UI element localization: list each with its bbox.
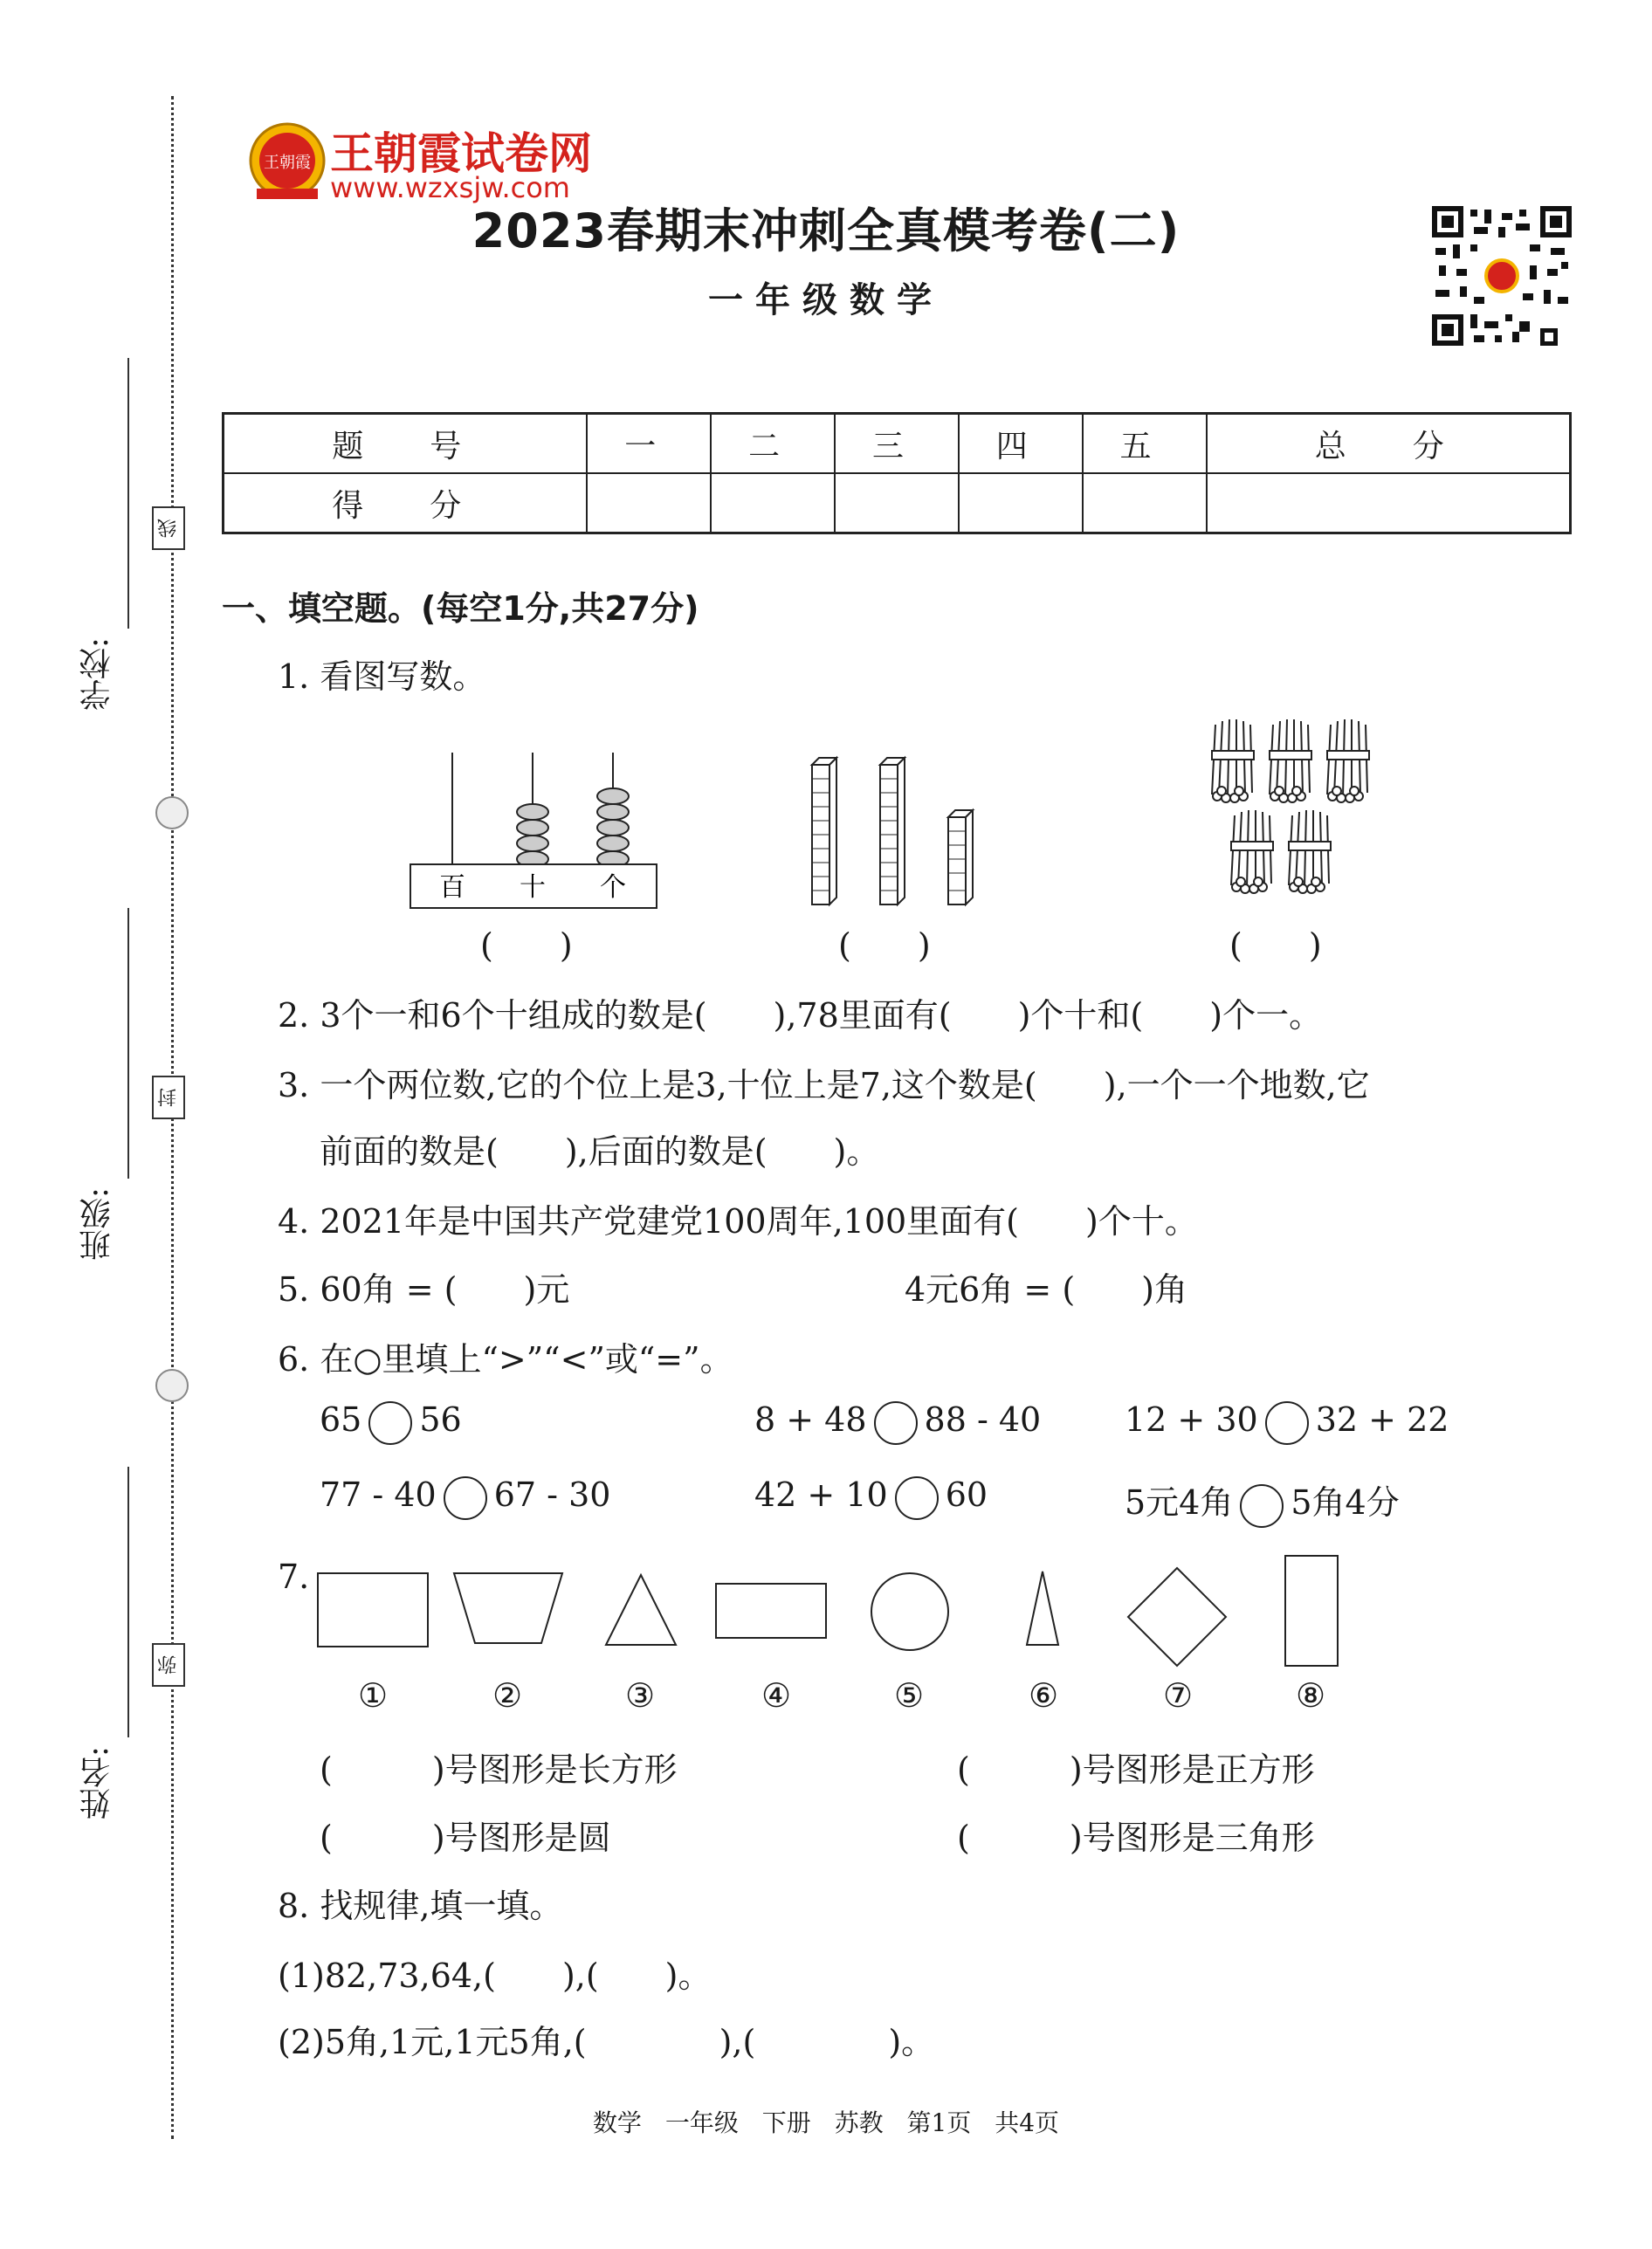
question-5a: 5. 60角 = ( )元 (278, 1270, 570, 1309)
compare-circle-blank[interactable] (895, 1476, 939, 1520)
question-3-line-2: 前面的数是( ),后面的数是( )。 (320, 1132, 880, 1171)
shape-label: ② (492, 1676, 523, 1715)
compare-circle-blank[interactable] (368, 1401, 412, 1445)
q1-answer-blank[interactable]: ( ) (838, 926, 931, 965)
page-footer: 数学 一年级 下册 苏教 第1页 共4页 (592, 2108, 1060, 2137)
school-underline (127, 358, 129, 629)
name-underline (127, 1467, 129, 1737)
compare-circle-blank[interactable] (874, 1401, 918, 1445)
section-1-heading: 一、填空题。(每空1分,共27分) (222, 589, 699, 628)
shape-label: ① (358, 1676, 389, 1715)
compare-circle-blank[interactable] (1265, 1401, 1309, 1445)
abacus-label: 个 (600, 872, 626, 903)
question-7-number: 7. (278, 1558, 310, 1596)
shape-2-trapezoid (454, 1573, 562, 1643)
seal-mark-xian: 线 (152, 506, 185, 550)
q1-answer-blank[interactable]: ( ) (480, 926, 573, 965)
score-table-cell: 题 号 (224, 414, 588, 474)
class-underline (127, 908, 129, 1179)
shape-4-rectangle (716, 1584, 826, 1638)
question-7b: ( )号图形是正方形 (957, 1750, 1315, 1789)
shape-label: ⑧ (1296, 1676, 1326, 1715)
shape-3-triangle (606, 1575, 676, 1645)
compare-item: 5元4角 5角4分 (1125, 1475, 1400, 1528)
question-2: 2. 3个一和6个十组成的数是( ),78里面有( )个十和( )个一。 (278, 996, 1323, 1035)
score-table-cell: 得 分 (224, 473, 588, 533)
class-label: 班级: (79, 1187, 115, 1262)
shape-label: ④ (761, 1676, 792, 1715)
seal-mark-mi: 弥 (152, 1643, 185, 1687)
abacus-figure (407, 753, 669, 911)
shape-5-circle (871, 1573, 948, 1650)
question-5b: 4元6角 = ( )角 (905, 1270, 1188, 1309)
shape-label: ③ (625, 1676, 656, 1715)
score-input-cell[interactable] (835, 473, 959, 533)
score-table-cell: 三 (835, 414, 959, 474)
question-8-part-1: (1)82,73,64,( ),( )。 (278, 1957, 712, 1995)
score-table-cell: 一 (587, 414, 711, 474)
brand-seal-text: 王朝霞 (264, 154, 311, 172)
shape-7-square (1128, 1568, 1226, 1666)
seal-mark-feng: 封 (152, 1076, 185, 1119)
exam-title: 2023春期末冲刺全真模考卷(二) (472, 203, 1180, 258)
compare-circle-blank[interactable] (1240, 1484, 1284, 1528)
stick-bundles-figure (1208, 718, 1383, 910)
question-6-text: 6. 在○里填上“>”“<”或“=”。 (278, 1340, 733, 1379)
brand-name: 王朝霞试卷网 (330, 128, 592, 179)
seal-logo-icon (155, 1369, 189, 1402)
compare-circle-blank[interactable] (444, 1476, 487, 1520)
score-input-cell[interactable] (587, 473, 711, 533)
q1-answer-blank[interactable]: ( ) (1229, 926, 1322, 965)
question-7c: ( )号图形是圆 (320, 1819, 611, 1857)
score-table-header-row (224, 414, 1571, 474)
question-8-text: 8. 找规律,填一填。 (278, 1887, 563, 1925)
name-label: 姓名: (79, 1746, 115, 1820)
compare-item: 42 + 10 60 (754, 1475, 988, 1520)
shape-1-rectangle (318, 1573, 428, 1647)
qr-code-icon (1432, 206, 1572, 346)
shape-8-rectangle (1285, 1556, 1338, 1666)
abacus-label: 百 (439, 872, 465, 903)
compare-item: 8 + 48 88 - 40 (754, 1400, 1041, 1445)
compare-item: 65 56 (320, 1400, 462, 1445)
shapes-figure (314, 1545, 1345, 1668)
question-1-text: 1. 看图写数。 (278, 657, 486, 696)
brand-seal-logo (246, 115, 328, 206)
abacus-label: 十 (520, 872, 546, 903)
compare-item: 12 + 30 32 + 22 (1125, 1400, 1449, 1445)
seal-logo-icon (155, 796, 189, 829)
compare-item: 77 - 40 67 - 30 (320, 1475, 610, 1520)
school-label: 学校: (79, 637, 115, 712)
score-input-cell[interactable] (711, 473, 835, 533)
question-3-line-1: 3. 一个两位数,它的个位上是3,十位上是7,这个数是( ),一个一个地数,它 (278, 1066, 1370, 1104)
shape-label: ⑤ (894, 1676, 925, 1715)
score-input-cell[interactable] (1207, 473, 1571, 533)
question-4: 4. 2021年是中国共产党建党100周年,100里面有( )个十。 (278, 1202, 1198, 1241)
question-7a: ( )号图形是长方形 (320, 1750, 678, 1789)
exam-subtitle: 一年级数学 (708, 280, 944, 320)
shape-6-triangle (1027, 1572, 1058, 1645)
score-table-cell: 四 (959, 414, 1083, 474)
question-8-part-2: (2)5角,1元,1元5角,( ),( )。 (278, 2023, 935, 2061)
brand-url: www.wzxsjw.com (330, 171, 570, 204)
score-input-cell[interactable] (1083, 473, 1207, 533)
score-table-score-row (224, 473, 1571, 533)
score-table-cell: 总 分 (1207, 414, 1571, 474)
base-ten-rods-figure (805, 753, 980, 910)
score-table (222, 412, 1572, 534)
question-7d: ( )号图形是三角形 (957, 1819, 1315, 1857)
score-input-cell[interactable] (959, 473, 1083, 533)
shape-label: ⑦ (1163, 1676, 1194, 1715)
score-table-cell: 二 (711, 414, 835, 474)
score-table-cell: 五 (1083, 414, 1207, 474)
shape-label: ⑥ (1029, 1676, 1059, 1715)
